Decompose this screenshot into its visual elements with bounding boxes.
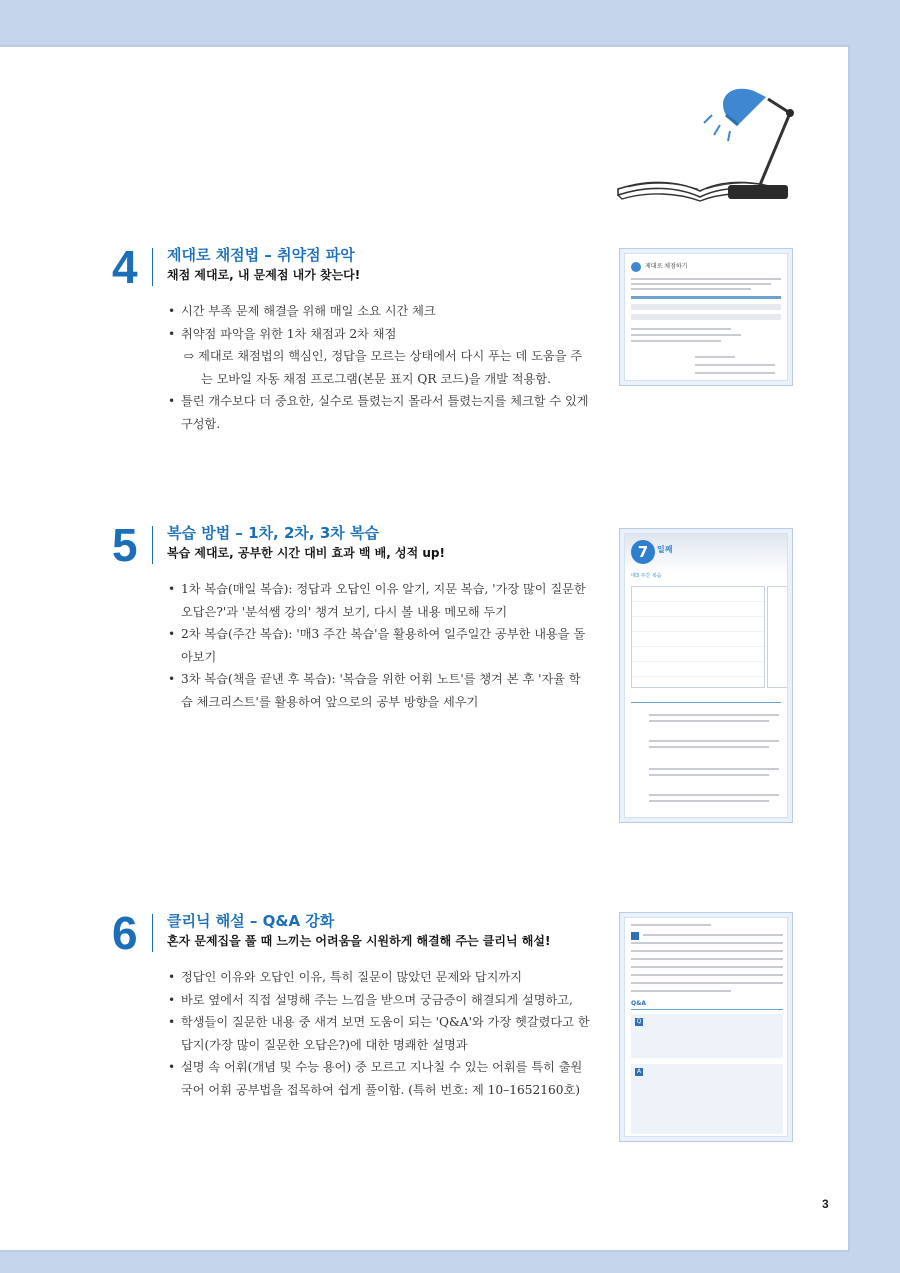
answer-icon bbox=[631, 932, 639, 940]
section-5 bbox=[112, 519, 602, 722]
question-icon: Q bbox=[636, 1018, 642, 1025]
thumb-label: 제대로 채점하기 bbox=[645, 263, 688, 270]
clinic-thumbnail bbox=[619, 912, 793, 1142]
answer-badge: A bbox=[636, 1068, 642, 1075]
list-item: • 취약점 파악을 위한 1차 채점과 2차 채점 bbox=[167, 323, 592, 346]
review-thumbnail bbox=[619, 528, 793, 823]
list-item: • 설명 속 어휘(개념 및 수능 용어) 중 모르고 지나칠 수 있는 어휘를 특히 출원 국어 어휘 공부법을 접목하여 쉽게 풀이함. (특허 번호: 제 10–1652160호) bbox=[167, 1056, 592, 1101]
item-list bbox=[167, 300, 592, 435]
qa-label: Q&A bbox=[631, 1000, 646, 1007]
divider bbox=[152, 526, 153, 564]
day-badge: 7 bbox=[631, 540, 655, 564]
section-4 bbox=[112, 241, 602, 444]
section-subtitle: 복습 제대로, 공부한 시간 대비 효과 백 배, 성적 up! bbox=[167, 546, 445, 560]
section-title: 제대로 채점법 – 취약점 파악 bbox=[167, 246, 355, 264]
item-list bbox=[167, 966, 592, 1101]
section-subtitle: 혼자 문제집을 풀 때 느끼는 어려움을 시원하게 해결해 주는 클리닉 해설! bbox=[167, 934, 551, 948]
list-item: • 틀린 개수보다 더 중요한, 실수로 틀렸는지 몰라서 틀렸는지를 체크할 수 있게 구성함. bbox=[167, 390, 592, 435]
list-item: • 시간 부족 문제 해결을 위해 매일 소요 시간 체크 bbox=[167, 300, 592, 323]
section-title: 복습 방법 – 1차, 2차, 3차 복습 bbox=[167, 524, 379, 542]
list-item: • 학생들이 질문한 내용 중 새겨 보면 도움이 되는 'Q&A'와 가장 헷갈렸다고 한 답지(가장 많이 질문한 오답은?)에 대한 명쾌한 설명과 bbox=[167, 1011, 592, 1056]
page-number: 3 bbox=[822, 1197, 829, 1211]
section-number: 5 bbox=[112, 519, 137, 571]
review-table bbox=[631, 586, 765, 688]
divider bbox=[152, 914, 153, 952]
section-number: 4 bbox=[112, 241, 137, 293]
list-item: • 2차 복습(주간 복습): '매3 주간 복습'을 활용하여 일주일간 공부한 내용을 돌아보기 bbox=[167, 623, 592, 668]
section-subtitle: 채점 제대로, 내 문제점 내가 찾는다! bbox=[167, 268, 361, 282]
section-6 bbox=[112, 907, 602, 1160]
day-label: 일째 bbox=[657, 545, 673, 554]
list-item: ⇨ 제대로 채점법의 핵심인, 정답을 모르는 상태에서 다시 푸는 데 도움을 주는 모바일 자동 채점 프로그램(본문 표지 QR 코드)을 개발 적용함. bbox=[184, 349, 583, 386]
section-title: 클리닉 해설 – Q&A 강화 bbox=[167, 912, 335, 930]
scoring-thumbnail bbox=[619, 248, 793, 386]
list-item: • 1차 복습(매일 복습): 정답과 오답인 이유 알기, 지문 복습, '가장 많이 질문한 오답은?'과 '분석쌤 강의' 챙겨 보기, 다시 볼 내용 메모해 두기 bbox=[167, 578, 592, 623]
review-subtitle: 매3 주간 복습 bbox=[631, 573, 662, 579]
item-list bbox=[167, 578, 592, 713]
section-number: 6 bbox=[112, 907, 137, 959]
book-lamp-illustration bbox=[608, 85, 804, 203]
badge-icon bbox=[631, 262, 641, 272]
divider bbox=[152, 248, 153, 286]
list-item: • 정답인 이유와 오답인 이유, 특히 질문이 많았던 문제와 답지까지 bbox=[167, 966, 592, 989]
list-item: • 3차 복습(책을 끝낸 후 복습): '복습을 위한 어휘 노트'를 챙겨 본 후 '자율 학습 체크리스트'를 활용하여 앞으로의 공부 방향을 세우기 bbox=[167, 668, 592, 713]
list-item: • 바로 옆에서 직접 설명해 주는 느낌을 받으며 궁금증이 해결되게 설명하고, bbox=[167, 989, 592, 1012]
